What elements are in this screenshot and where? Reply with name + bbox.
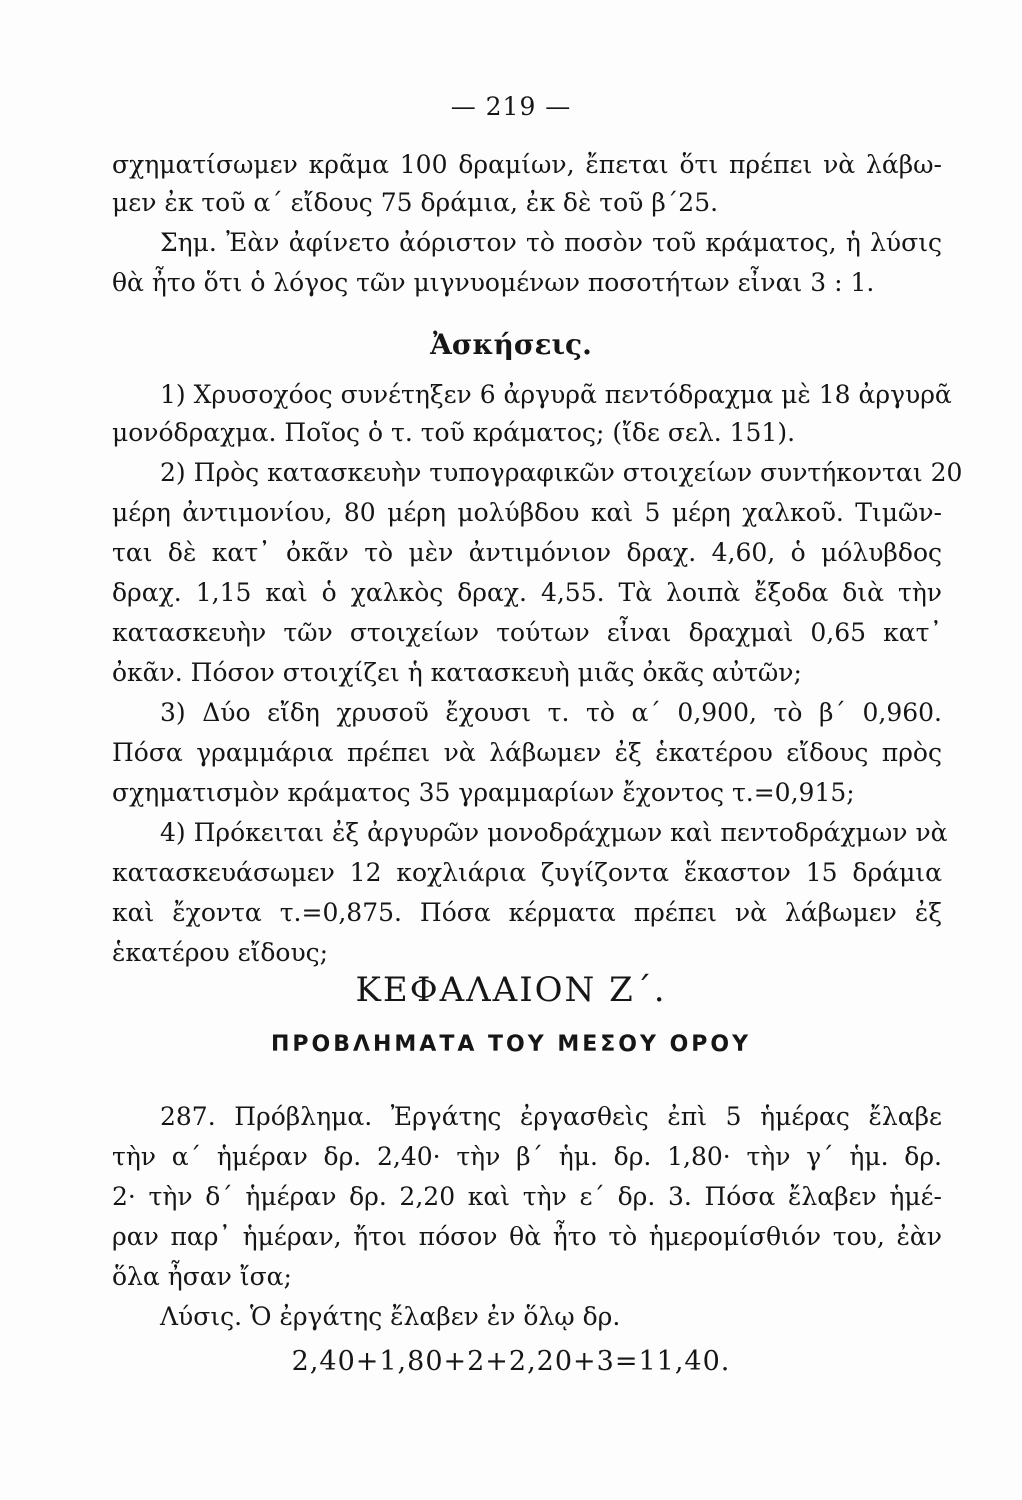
exercise-line: κατασκευάσωμεν 12 κοχλιάρια ζυγίζοντα ἕκαστον 15 δράμια	[112, 858, 942, 887]
problem-line: 2· τὴν δ΄ ἡμέραν δρ. 2,20 καὶ τὴν ε΄ δρ. 3. Πόσα ἔλαβεν ἡμέ-	[112, 1182, 942, 1211]
text-line: θὰ ἦτο ὅτι ὁ λόγος τῶν μιγνυομένων ποσοτήτων εἶναι 3 : 1.	[112, 268, 875, 297]
exercise-line: 2) Πρὸς κατασκευὴν τυπογραφικῶν στοιχείων συντήκονται 20	[160, 458, 963, 487]
chapter-title: ΚΕΦΑΛΑΙΟΝ Ζ΄.	[355, 970, 667, 1010]
exercise-line: ται δὲ κατ᾿ ὀκᾶν τὸ μὲν ἀντιμόνιον δραχ. 4,60, ὁ μόλυβδος	[112, 538, 942, 567]
exercise-line: δραχ. 1,15 καὶ ὁ χαλκὸς δραχ. 4,55. Τὰ λοιπὰ ἔξοδα διὰ τὴν	[112, 578, 942, 607]
exercise-line: 3) Δύο εἴδη χρυσοῦ ἔχουσι τ. τὸ α΄ 0,900, τὸ β΄ 0,960.	[160, 698, 942, 727]
note-line: Σημ. Ἐὰν ἀφίνετο ἀόριστον τὸ ποσὸν τοῦ κράματος, ἡ λύσις	[160, 228, 942, 257]
chapter-subtitle: ΠΡΟΒΛΗΜΑΤΑ ΤΟΥ ΜΕΣΟΥ ΟΡΟΥ	[270, 1032, 752, 1057]
exercise-line: μονόδραχμα. Ποῖος ὁ τ. τοῦ κράματος; (ἴδε σελ. 151).	[112, 418, 796, 447]
exercise-line: ὀκᾶν. Πόσον στοιχίζει ἡ κατασκευὴ μιᾶς ὀκᾶς αὐτῶν;	[112, 658, 802, 687]
problem-line: ραν παρ᾿ ἡμέραν, ἤτοι πόσον θὰ ἦτο τὸ ἡμερομίσθιόν του, ἐὰν	[112, 1222, 942, 1251]
exercise-line: καὶ ἔχοντα τ.=0,875. Πόσα κέρματα πρέπει νὰ λάβωμεν ἐξ	[112, 898, 942, 927]
problem-line: 287. Πρόβλημα. Ἐργάτης ἐργασθεὶς ἐπὶ 5 ἡμέρας ἔλαβε	[160, 1102, 942, 1131]
page-number: — 219 —	[450, 92, 572, 121]
exercise-line: 4) Πρόκειται ἐξ ἀργυρῶν μονοδράχμων καὶ πεντοδράχμων νὰ	[160, 818, 948, 847]
problem-line: ὅλα ἦσαν ἴσα;	[112, 1262, 292, 1291]
exercise-line: κατασκευὴν τῶν στοιχείων τούτων εἶναι δραχμαὶ 0,65 κατ᾿	[112, 618, 942, 647]
solution-line: Λύσις. Ὁ ἐργάτης ἔλαβεν ἐν ὅλῳ δρ.	[160, 1302, 621, 1331]
exercise-line: ἑκατέρου εἴδους;	[112, 938, 329, 967]
text-line: σχηματίσωμεν κρᾶμα 100 δραμίων, ἔπεται ὅτι πρέπει νὰ λάβω-	[112, 150, 942, 179]
exercise-line: 1) Χρυσοχόος συνέτηξεν 6 ἀργυρᾶ πεντόδραχμα μὲ 18 ἀργυρᾶ	[160, 380, 952, 409]
problem-line: τὴν α΄ ἡμέραν δρ. 2,40· τὴν β΄ ἡμ. δρ. 1,80· τὴν γ΄ ἡμ. δρ.	[112, 1142, 942, 1171]
text-line: μεν ἐκ τοῦ α΄ εἴδους 75 δράμια, ἐκ δὲ τοῦ β΄25.	[112, 188, 719, 217]
exercise-line: Πόσα γραμμάρια πρέπει νὰ λάβωμεν ἐξ ἑκατέρου εἴδους πρὸς	[112, 738, 942, 767]
equation: 2,40+1,80+2+2,20+3=11,40.	[291, 1346, 731, 1377]
exercises-heading: Ἀσκήσεις.	[430, 328, 592, 361]
exercise-line: σχηματισμὸν κράματος 35 γραμμαρίων ἔχοντος τ.=0,915;	[112, 778, 855, 807]
exercise-line: μέρη ἀντιμονίου, 80 μέρη μολύβδου καὶ 5 μέρη χαλκοῦ. Τιμῶν-	[112, 498, 942, 527]
